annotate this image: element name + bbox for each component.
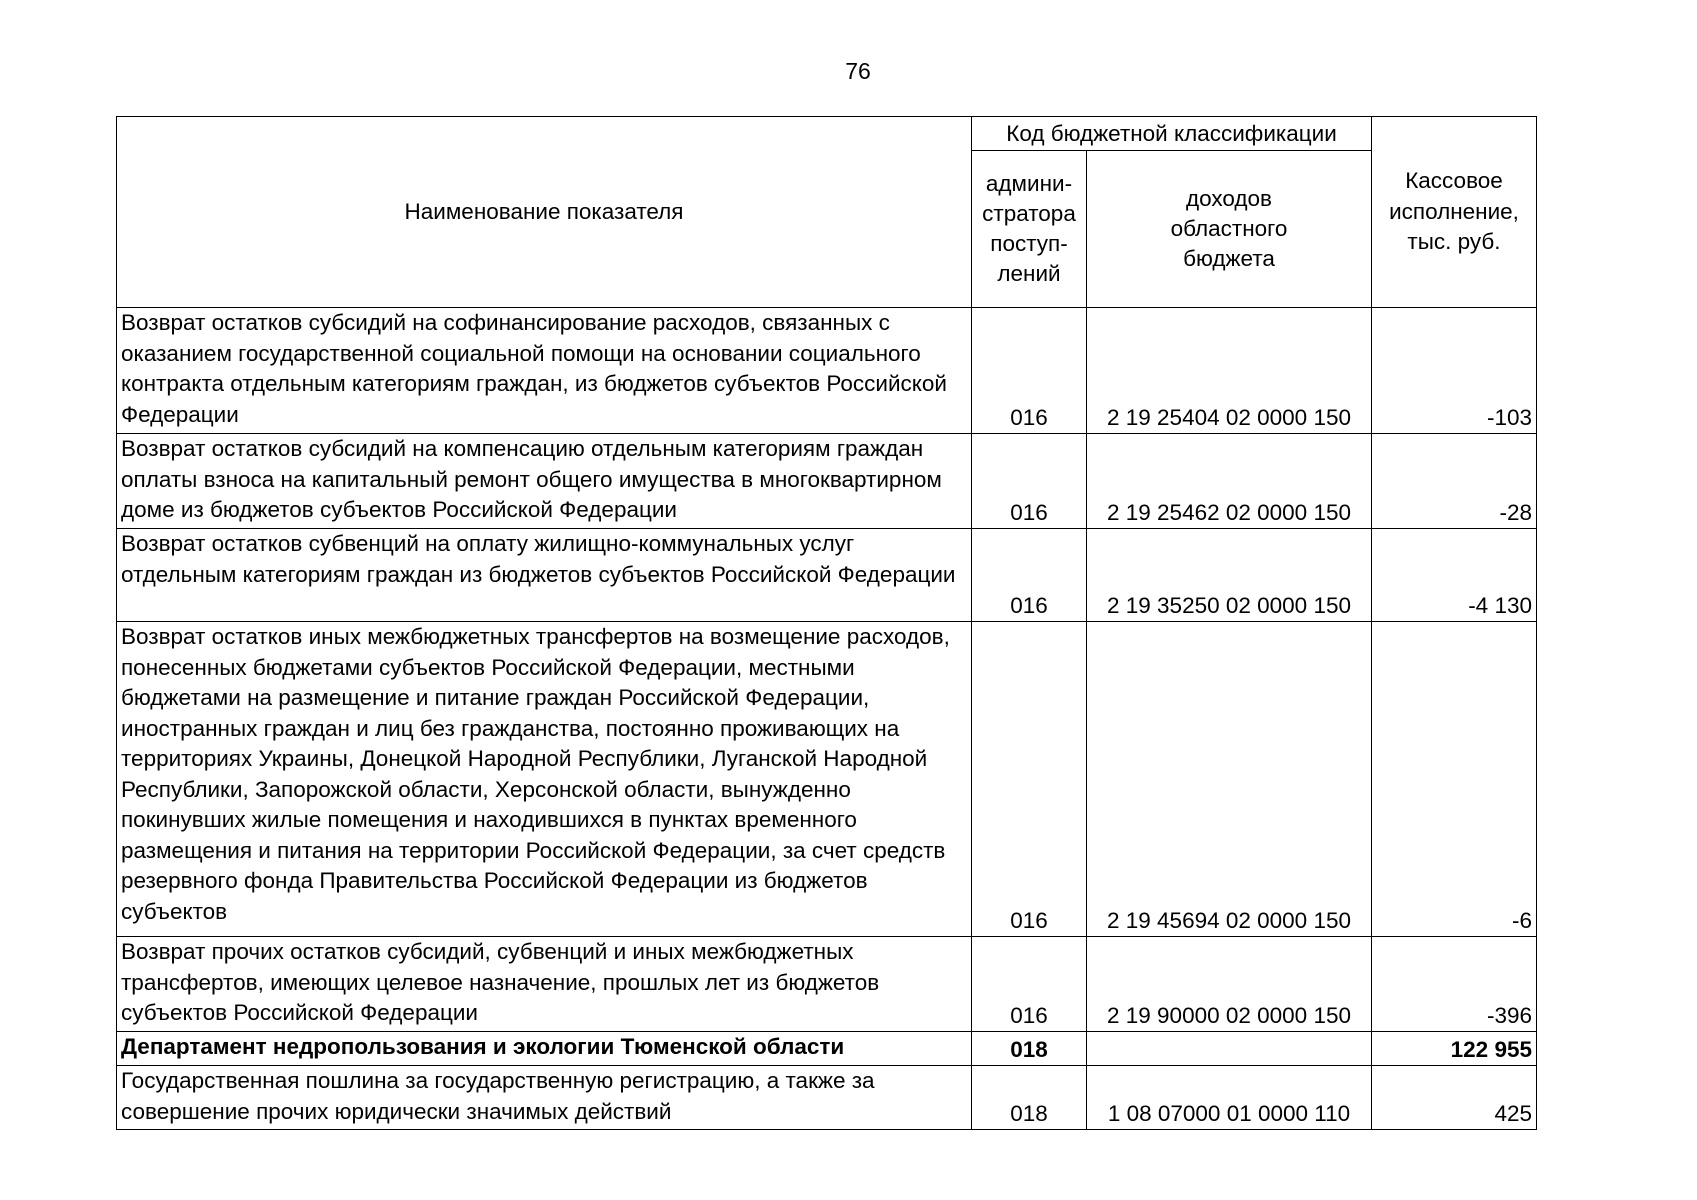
row-admin-code: 018 bbox=[972, 1066, 1087, 1130]
header-name bbox=[117, 117, 972, 308]
budget-table bbox=[116, 116, 1537, 1130]
row-amount: -6 bbox=[1372, 622, 1537, 937]
table-row bbox=[117, 434, 1537, 529]
row-name: Возврат остатков субсидий на софинансирование расходов, связанных с оказанием государственной социальной помощи на основании социального контракта отдельным категориям граждан, из бюджетов субъектов Российской Федерации bbox=[117, 308, 972, 434]
table-row bbox=[117, 1066, 1537, 1130]
row-name: Государственная пошлина за государственную регистрацию, а также за совершение прочих юридически значимых действий bbox=[117, 1066, 972, 1130]
header-admin-line: стратора bbox=[982, 201, 1076, 226]
row-income-code: 1 08 07000 01 0000 110 bbox=[1087, 1066, 1372, 1130]
table-row bbox=[117, 308, 1537, 434]
page-number: 76 bbox=[845, 58, 871, 84]
row-income-code bbox=[1087, 1032, 1372, 1066]
row-income-code: 2 19 25462 02 0000 150 bbox=[1087, 434, 1372, 529]
row-name: Возврат остатков субсидий на компенсацию отдельным категориям граждан оплаты взноса на капитальный ремонт общего имущества в многоквартирном доме из бюджетов субъектов Российской Федерации bbox=[117, 434, 972, 529]
table-row bbox=[117, 529, 1537, 622]
header-admin bbox=[972, 151, 1087, 308]
row-amount: -396 bbox=[1372, 937, 1537, 1032]
row-income-code: 2 19 25404 02 0000 150 bbox=[1087, 308, 1372, 434]
header-admin-line: админи- bbox=[985, 171, 1073, 196]
header-admin-line: поступ- bbox=[990, 231, 1068, 256]
table-row bbox=[117, 937, 1537, 1032]
header-name-label: Наименование показателя bbox=[404, 198, 684, 224]
table-row-department bbox=[117, 1032, 1537, 1066]
header-income-line: бюджета bbox=[1183, 246, 1275, 271]
row-admin-code: 016 bbox=[972, 622, 1087, 937]
header-classification bbox=[972, 117, 1372, 151]
header-amount-line: тыс. руб. bbox=[1407, 229, 1501, 255]
row-income-code: 2 19 45694 02 0000 150 bbox=[1087, 622, 1372, 937]
row-admin-code: 016 bbox=[972, 308, 1087, 434]
header-amount-line: Кассовое bbox=[1405, 168, 1503, 194]
header-classification-label: Код бюджетной классификации bbox=[1006, 121, 1337, 146]
header-amount-line: исполнение, bbox=[1389, 198, 1519, 224]
row-admin-code: 018 bbox=[972, 1032, 1087, 1066]
header-admin-line: лений bbox=[997, 261, 1061, 286]
row-amount: -28 bbox=[1372, 434, 1537, 529]
row-admin-code: 016 bbox=[972, 937, 1087, 1032]
row-admin-code: 016 bbox=[972, 529, 1087, 622]
row-amount: 425 bbox=[1372, 1066, 1537, 1130]
row-name: Возврат остатков субвенций на оплату жилищно-коммунальных услуг отдельным категориям граждан из бюджетов субъектов Российской Федерации bbox=[117, 529, 972, 622]
header-income-line: доходов bbox=[1185, 186, 1272, 211]
row-name-cell bbox=[117, 622, 972, 937]
row-name: Департамент недропользования и экологии Тюменской области bbox=[117, 1032, 972, 1066]
row-amount: 122 955 bbox=[1372, 1032, 1537, 1066]
row-amount: -103 bbox=[1372, 308, 1537, 434]
header-amount bbox=[1372, 117, 1537, 308]
row-income-code: 2 19 35250 02 0000 150 bbox=[1087, 529, 1372, 622]
row-name: Возврат остатков иных межбюджетных трансфертов на возмещение расходов, понесенных бюджетами субъектов Российской Федерации, местными бюджетами на размещение и питание граждан Российской Федерации, иностранных граждан и лиц без гражданства, постоянно проживающих на территориях Украины, Донецкой Народной Республики, Луганской Народной Республики, Запорожской области, Херсонской области, вынужденно покинувших жилые помещения и находившихся в пунктах временного размещения и питания на территории Российской Федерации, за счет средств резервного фонда Правительства Российской Федерации из бюджетов субъектов bbox=[121, 624, 950, 924]
header-income bbox=[1087, 151, 1372, 308]
row-admin-code: 016 bbox=[972, 434, 1087, 529]
table-row bbox=[117, 622, 1537, 937]
row-name: Возврат прочих остатков субсидий, субвенций и иных межбюджетных трансфертов, имеющих целевое назначение, прошлых лет из бюджетов субъектов Российской Федерации bbox=[117, 937, 972, 1032]
row-amount: -4 130 bbox=[1372, 529, 1537, 622]
row-income-code: 2 19 90000 02 0000 150 bbox=[1087, 937, 1372, 1032]
header-income-line: областного bbox=[1170, 216, 1288, 241]
header-row-top bbox=[117, 117, 1537, 151]
